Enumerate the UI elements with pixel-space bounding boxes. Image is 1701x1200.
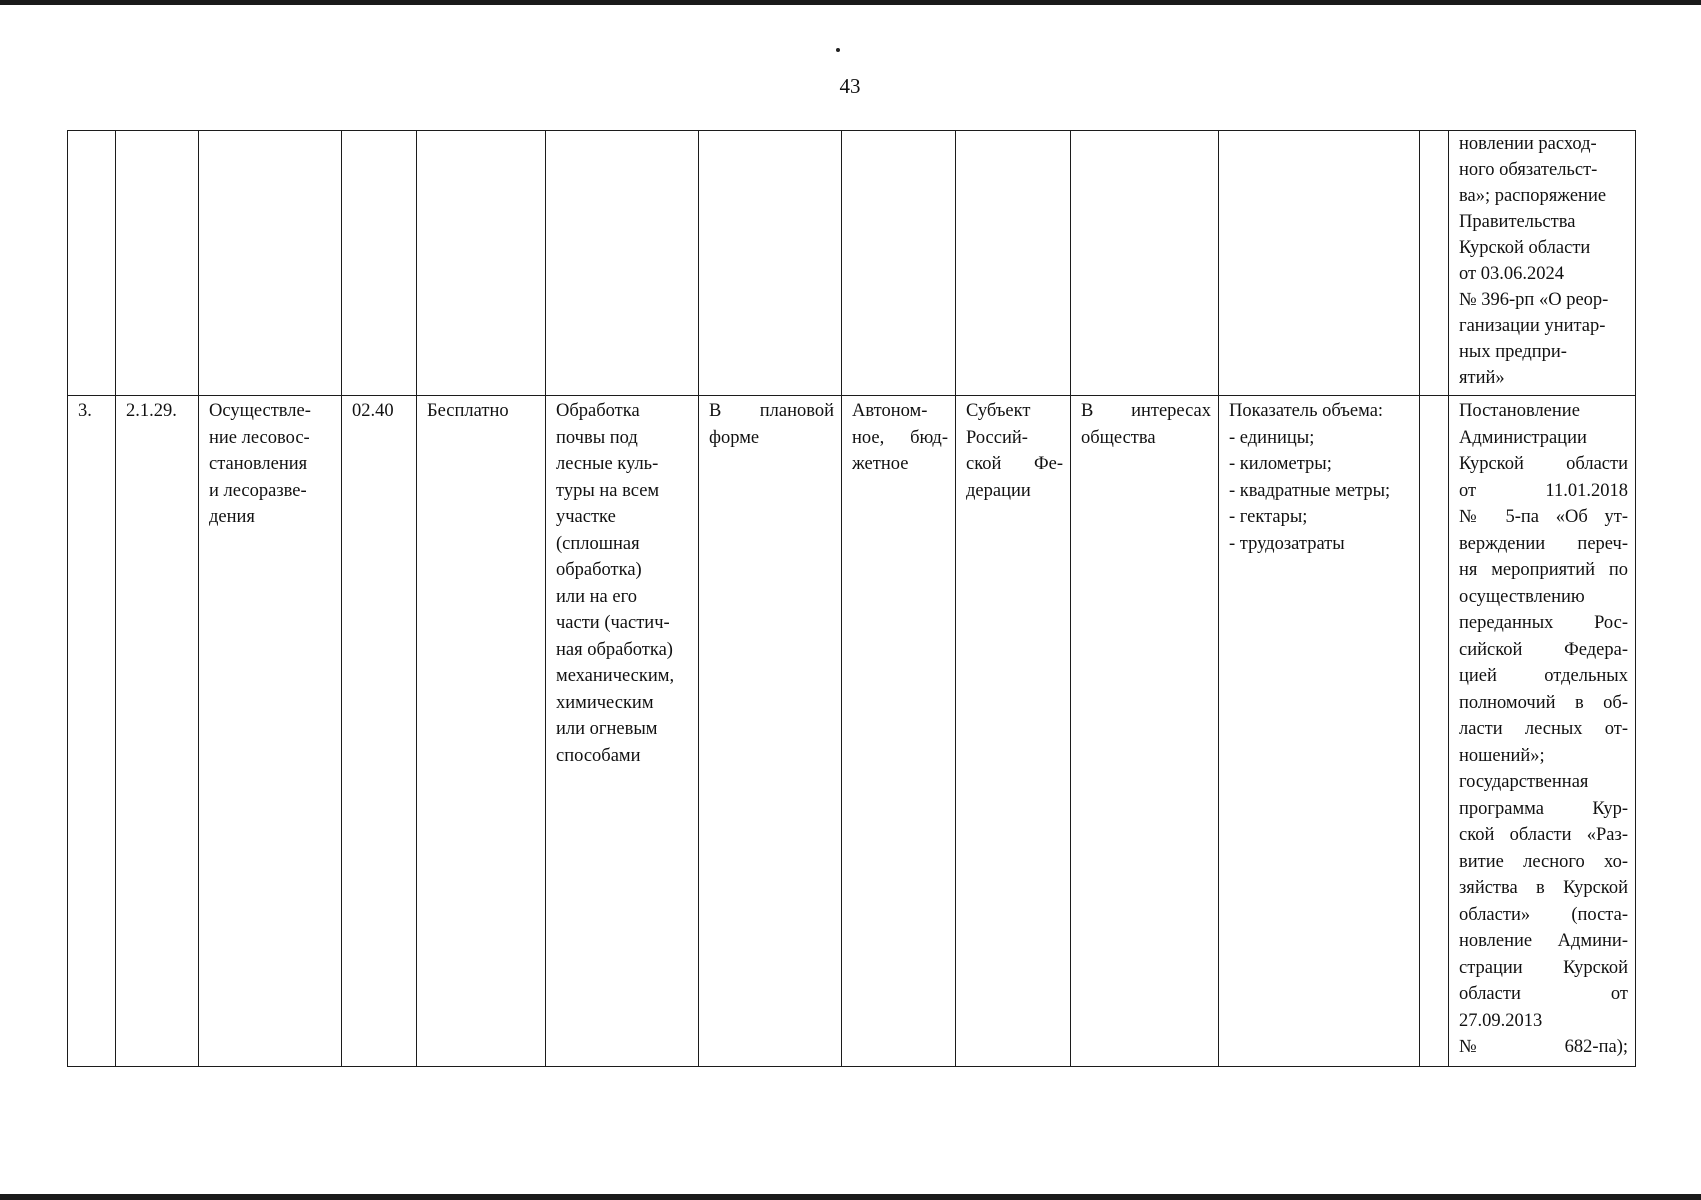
cell-empty (417, 131, 546, 396)
cell-empty (546, 131, 699, 396)
cell-institution-type: Автоном- ное, бюд- жетное (842, 396, 956, 1067)
cell-row-number: 3. (68, 396, 116, 1067)
cell-payment: Бесплатно (417, 396, 546, 1067)
cell-service-content: Обработка почвы под лесные куль- туры на всем участке (сплошная обработка) или на его части (частич- ная обработка) механическим, химическим или огневым способами (546, 396, 699, 1067)
cell-empty (199, 131, 342, 396)
page-number: 43 (839, 74, 861, 98)
cell-empty (116, 131, 199, 396)
cell-empty (1420, 131, 1449, 396)
cell-empty (342, 131, 417, 396)
scan-top-border (0, 0, 1701, 5)
cell-founder: Субъект Россий- ской Фе- дерации (956, 396, 1071, 1067)
cell-service-code: 2.1.29. (116, 396, 199, 1067)
table-row-continued (68, 131, 1636, 396)
cell-empty (1219, 131, 1420, 396)
cell-indicators: Показатель объема: - единицы; - километры; - квадратные метры; - гектары; - трудозатраты (1219, 396, 1420, 1067)
cell-consumers: В интересах общества (1071, 396, 1219, 1067)
cell-service-name: Осуществле- ние лесовос- становления и лесоразве- дения (199, 396, 342, 1067)
scan-bottom-border (0, 1194, 1701, 1200)
cell-empty (842, 131, 956, 396)
cell-okved-code: 02.40 (342, 396, 417, 1067)
table-row-service (68, 396, 1636, 1067)
services-register-table (67, 130, 1636, 1067)
cell-empty (68, 131, 116, 396)
cell-empty (1071, 131, 1219, 396)
cell-legal-basis-continued: новлении расход- ного обязательст- ва»; распоряжение Правительства Курской области от 03.06.2024 № 396-рп «О реор- ганизации унитар- ных предпри- ятий» (1449, 131, 1636, 396)
cell-empty (699, 131, 842, 396)
cell-blank (1420, 396, 1449, 1067)
cell-service-form: В плановой форме (699, 396, 842, 1067)
cell-legal-basis: Постановление Администрации Курской области от 11.01.2018 № 5-па «Об ут- верждении переч- ня мероприятий по осуществлению переданных Рос- сийской Федера- цией отдельных полномочий в об- ласти лесных от- ношений»; государственная программа Кур- ской области «Раз- витие лесного хо- зяйства в Курской области» (поста- новление Админи- страции Курской области от 27.09.2013 № 682-па); (1449, 396, 1636, 1067)
cell-empty (956, 131, 1071, 396)
scan-speck (836, 48, 840, 52)
